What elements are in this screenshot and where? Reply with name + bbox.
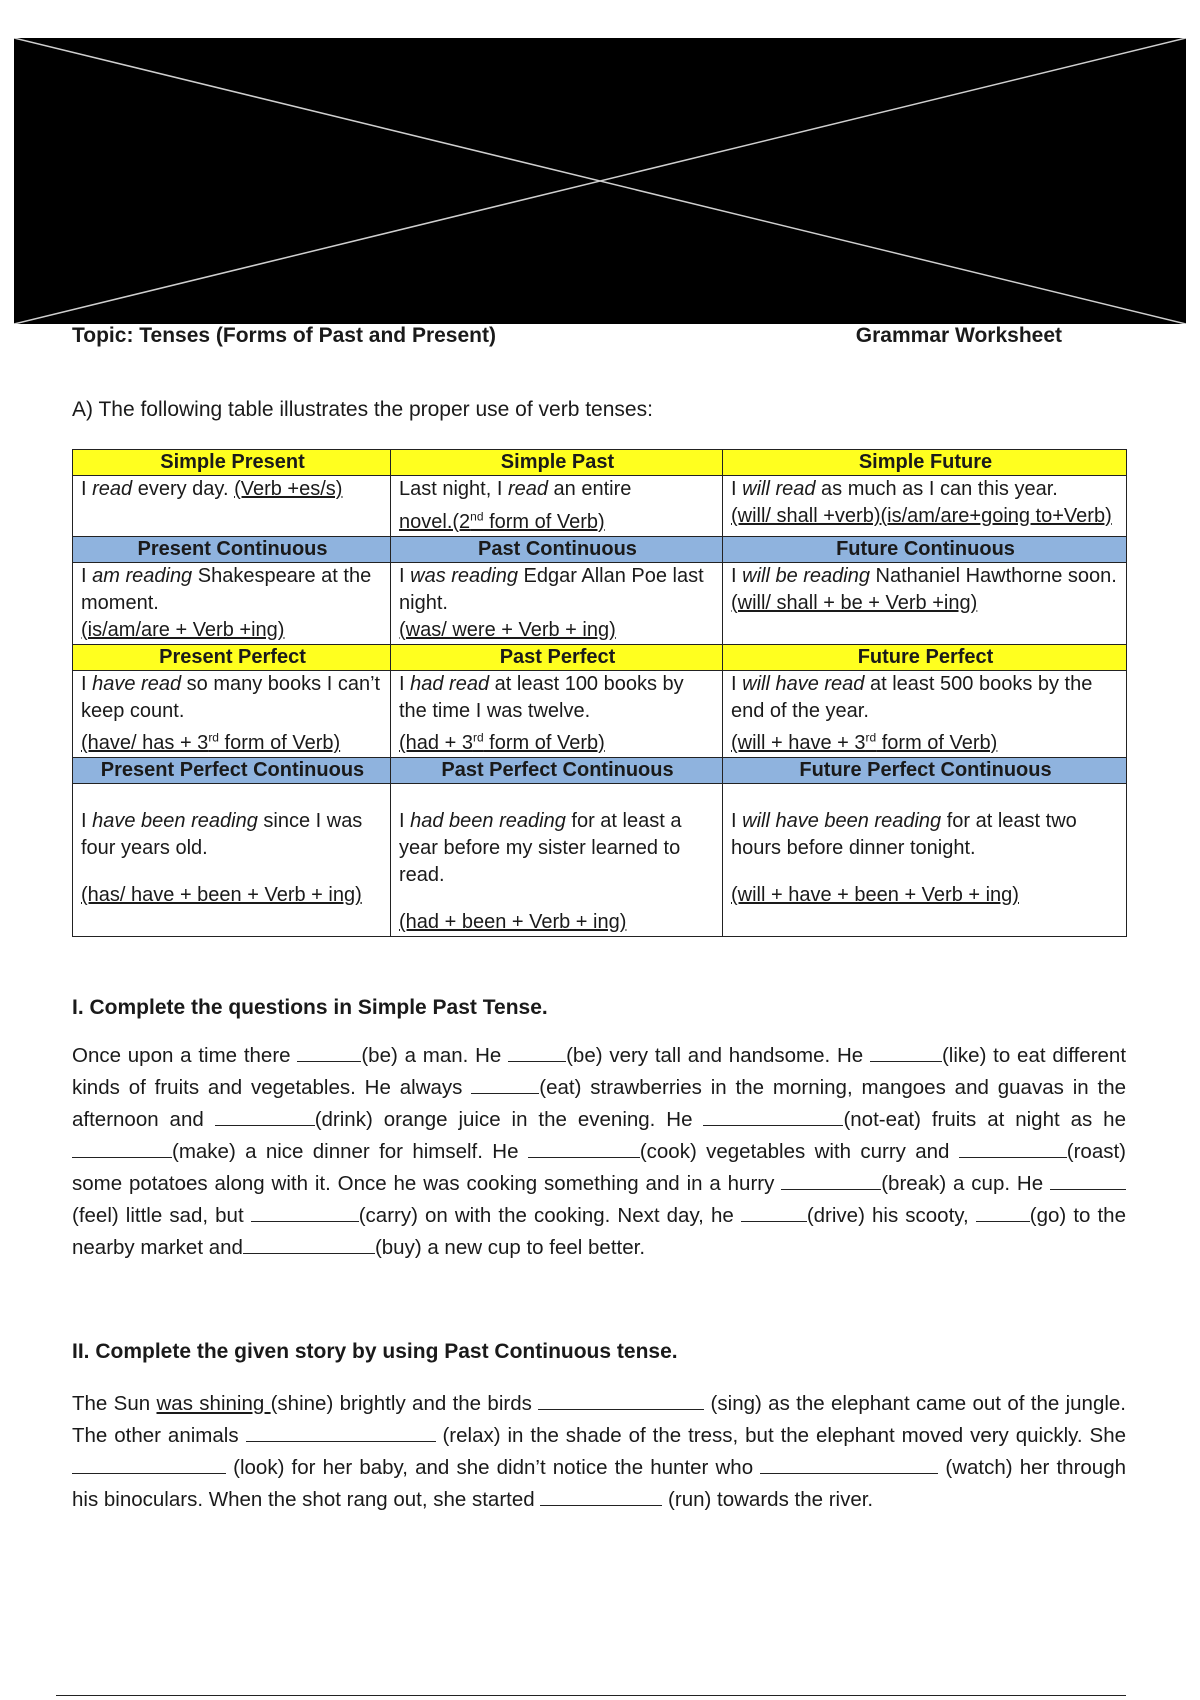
- cell-future-perfect: I will have read at least 500 books by the end of the year. (will + have + 3rd form of Verb): [723, 670, 1127, 758]
- header-image-placeholder: [14, 38, 1186, 324]
- footer-divider: [56, 1695, 1126, 1696]
- header-row-continuous: [73, 536, 1127, 562]
- cell-simple-future: I will read as much as I can this year. (will/ shall +verb)(is/am/are+going to+Verb): [723, 476, 1127, 537]
- blank-10[interactable]: [781, 1169, 881, 1190]
- cell-future-perfect-continuous: I will have been reading for at least two hours before dinner tonight. (will + have + been + Verb + ing): [723, 784, 1127, 937]
- section1-paragraph: Once upon a time there (be) a man. He (be) very tall and handsome. He (like) to eat different kinds of fruits and vegetables. He always (eat) strawberries in the morning, mangoes and guavas in the afternoon and (drink) orange juice in the evening. He (not-eat) fruits at night as he (make) a nice dinner for himself. He (cook) vegetables with curry and (roast) some potatoes along with it. Once he was cooking something and in a hurry (break) a cup. He (feel) little sad, but (carry) on with the cooking. Next day, he (drive) his scooty, (go) to the nearby market and (buy) a new cup to feel better.: [72, 1040, 1126, 1264]
- header-simple-present: Simple Present: [73, 450, 391, 476]
- header-row-simple: [73, 450, 1127, 476]
- blank-15[interactable]: [243, 1233, 375, 1254]
- table-intro: A) The following table illustrates the proper use of verb tenses:: [72, 398, 653, 421]
- header-past-continuous: Past Continuous: [391, 536, 723, 562]
- blank-sing[interactable]: [538, 1389, 704, 1410]
- header-row-perfect-continuous: [73, 758, 1127, 784]
- blank-2[interactable]: [508, 1041, 566, 1062]
- blank-11[interactable]: [1050, 1169, 1126, 1190]
- blank-watch[interactable]: [760, 1453, 938, 1474]
- blank-13[interactable]: [741, 1201, 807, 1222]
- cell-simple-present: I read every day. (Verb +es/s): [73, 476, 391, 537]
- blank-14[interactable]: [976, 1201, 1030, 1222]
- row-perfect-continuous: [73, 784, 1127, 937]
- row-perfect: [73, 670, 1127, 758]
- blank-run[interactable]: [540, 1485, 662, 1506]
- header-row-perfect: [73, 644, 1127, 670]
- cell-present-continuous: I am reading Shakespeare at the moment. (is/am/are + Verb +ing): [73, 562, 391, 644]
- section2-title: II. Complete the given story by using Past Continuous tense.: [72, 1340, 678, 1363]
- blank-5[interactable]: [215, 1105, 315, 1126]
- cell-simple-past: Last night, I read an entire novel.(2nd form of Verb): [391, 476, 723, 537]
- cell-past-perfect-continuous: I had been reading for at least a year before my sister learned to read. (had + been + Verb + ing): [391, 784, 723, 937]
- header-present-perfect: Present Perfect: [73, 644, 391, 670]
- header-past-perfect-continuous: Past Perfect Continuous: [391, 758, 723, 784]
- blank-12[interactable]: [251, 1201, 359, 1222]
- cell-future-continuous: I will be reading Nathaniel Hawthorne soon. (will/ shall + be + Verb +ing): [723, 562, 1127, 644]
- cell-present-perfect: I have read so many books I can’t keep count. (have/ has + 3rd form of Verb): [73, 670, 391, 758]
- blank-4[interactable]: [471, 1073, 539, 1094]
- header-present-perfect-continuous: Present Perfect Continuous: [73, 758, 391, 784]
- section1-title: I. Complete the questions in Simple Past Tense.: [72, 996, 548, 1019]
- row-continuous: [73, 562, 1127, 644]
- blank-9[interactable]: [959, 1137, 1067, 1158]
- blank-8[interactable]: [528, 1137, 640, 1158]
- cell-past-continuous: I was reading Edgar Allan Poe last night. (was/ were + Verb + ing): [391, 562, 723, 644]
- tense-table: [72, 449, 1127, 937]
- header-future-perfect-continuous: Future Perfect Continuous: [723, 758, 1127, 784]
- header-future-continuous: Future Continuous: [723, 536, 1127, 562]
- cell-past-perfect: I had read at least 100 books by the time I was twelve. (had + 3rd form of Verb): [391, 670, 723, 758]
- header-simple-past: Simple Past: [391, 450, 723, 476]
- blank-6[interactable]: [703, 1105, 843, 1126]
- header-present-continuous: Present Continuous: [73, 536, 391, 562]
- worksheet-label: Grammar Worksheet: [855, 324, 1062, 347]
- header-past-perfect: Past Perfect: [391, 644, 723, 670]
- blank-7[interactable]: [72, 1137, 172, 1158]
- blank-1[interactable]: [297, 1041, 361, 1062]
- blank-look[interactable]: [72, 1453, 226, 1474]
- cell-present-perfect-continuous: I have been reading since I was four years old. (has/ have + been + Verb + ing): [73, 784, 391, 937]
- blank-3[interactable]: [870, 1041, 942, 1062]
- blank-relax[interactable]: [246, 1421, 436, 1442]
- topic-row: [72, 324, 1062, 348]
- header-simple-future: Simple Future: [723, 450, 1127, 476]
- row-simple: [73, 476, 1127, 537]
- placeholder-cross-icon: [14, 38, 1186, 324]
- topic-title: Topic: Tenses (Forms of Past and Present): [72, 324, 496, 347]
- header-future-perfect: Future Perfect: [723, 644, 1127, 670]
- section2-paragraph: The Sun was shining (shine) brightly and the birds (sing) as the elephant came out of the jungle. The other animals (relax) in the shade of the tress, but the elephant moved very quickly. She (look) for her baby, and she didn’t notice the hunter who (watch) her through his binoculars. When the shot rang out, she started (run) towards the river.: [72, 1388, 1126, 1516]
